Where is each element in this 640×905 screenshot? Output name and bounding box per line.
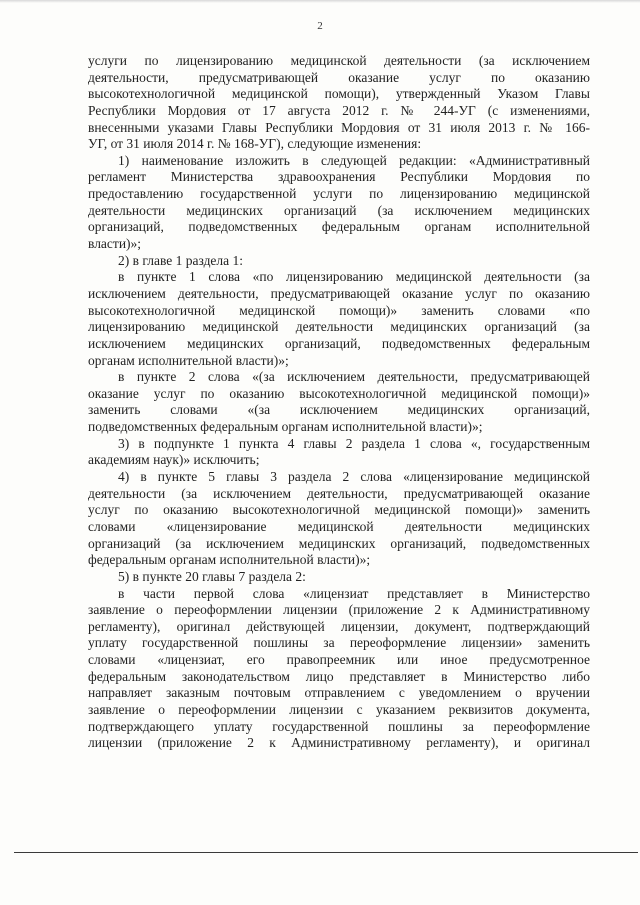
text-line: регламенту), оригинал действующей лицензии, документ, подтверждающий (88, 618, 590, 634)
text-line: деятельности (за исключением деятельности, предусматривающей оказание (88, 485, 590, 501)
text-line: в части первой слова «лицензиат представляет в Министерство (118, 585, 590, 601)
text-line: подтверждающего уплату государственной пошлины за переоформление (88, 718, 590, 734)
text-line: деятельности, предусматривающей оказание услуг по оказанию (88, 69, 590, 85)
text-line: предоставлению государственной услуги по лицензированию медицинской (88, 186, 590, 202)
page-bottom-rule (14, 852, 638, 853)
text-line: высокотехнологичной медицинской помощи)» заменить словами «по (88, 302, 590, 318)
text-line: лицензии (приложение 2 к Административному регламенту), и оригинал (88, 735, 590, 751)
text-line: в пункте 1 слова «по лицензированию медицинской деятельности (за (118, 269, 590, 285)
body-text (88, 53, 590, 752)
text-line: направляет заказным почтовым отправлением с уведомлением о вручении (88, 685, 590, 701)
text-line: деятельности медицинских организаций (за исключением медицинских (88, 202, 590, 218)
text-line: услуг по оказанию высокотехнологичной медицинской помощи)» заменить (88, 502, 590, 518)
text-line: в пункте 2 слова «(за исключением деятельности, предусматривающей (118, 369, 590, 385)
text-line: оказание услуг по оказанию высокотехнологичной медицинской помощи)» (88, 385, 590, 401)
text-line: организаций, подведомственных федеральным органам исполнительной (88, 219, 590, 235)
text-line: высокотехнологичной медицинской помощи), утвержденный Указом Главы (88, 86, 590, 102)
text-line: 5) в пункте 20 главы 7 раздела 2: (118, 568, 306, 584)
text-line: словами «лицензирование медицинской деятельности медицинских (88, 518, 590, 534)
text-line: лицензированию медицинской деятельности медицинских организаций (за (88, 319, 590, 335)
text-line: власти)»; (88, 236, 142, 252)
scan-top-edge (0, 0, 640, 3)
page-number: 2 (317, 20, 323, 32)
text-line: 1) наименование изложить в следующей редакции: «Административный (118, 152, 590, 168)
text-line: внесенными указами Главы Республики Мордовия от 31 июля 2013 г. № 166- (88, 119, 590, 135)
text-line: подведомственных федеральным органам исполнительной власти)»; (88, 419, 483, 435)
text-line: регламент Министерства здравоохранения Республики Мордовия по (88, 169, 590, 185)
text-line: академиям наук)» исключить; (88, 452, 260, 468)
text-line: исключением деятельности, предусматривающей оказание услуг по оказанию (88, 285, 590, 301)
text-line: заявление о переоформлении лицензии (приложение 2 к Административному (88, 602, 590, 618)
text-line: словами «лицензиат, его правопреемник или иное предусмотренное (88, 652, 590, 668)
text-line: исключением медицинских организаций, подведомственных федеральным (88, 335, 590, 351)
text-line: федеральным органам исполнительной власти)»; (88, 552, 371, 568)
text-line: федеральным законодательством лицо представляет в Министерство либо (88, 668, 590, 684)
text-line: органам исполнительной власти)»; (88, 352, 289, 368)
text-line: 3) в подпункте 1 пункта 4 главы 2 раздела 1 слова «, государственным (118, 435, 590, 451)
text-line: организаций (за исключением медицинских организаций, подведомственных (88, 535, 590, 551)
text-line: УГ, от 31 июля 2014 г. № 168-УГ), следующие изменения: (88, 136, 422, 152)
text-line: 2) в главе 1 раздела 1: (118, 252, 244, 268)
text-line: заменить словами «(за исключением медицинских организаций, (88, 402, 590, 418)
text-line: заявление о переоформлении лицензии с указанием реквизитов документа, (88, 701, 590, 717)
text-line: Республики Мордовия от 17 августа 2012 г. № 244-УГ (с изменениями, (88, 102, 590, 118)
text-line: 4) в пункте 5 главы 3 раздела 2 слова «лицензирование медицинской (118, 469, 590, 485)
text-line: услуги по лицензированию медицинской деятельности (за исключением (88, 53, 590, 68)
text-line: уплату государственной пошлины за переоформление лицензии» заменить (88, 635, 590, 651)
